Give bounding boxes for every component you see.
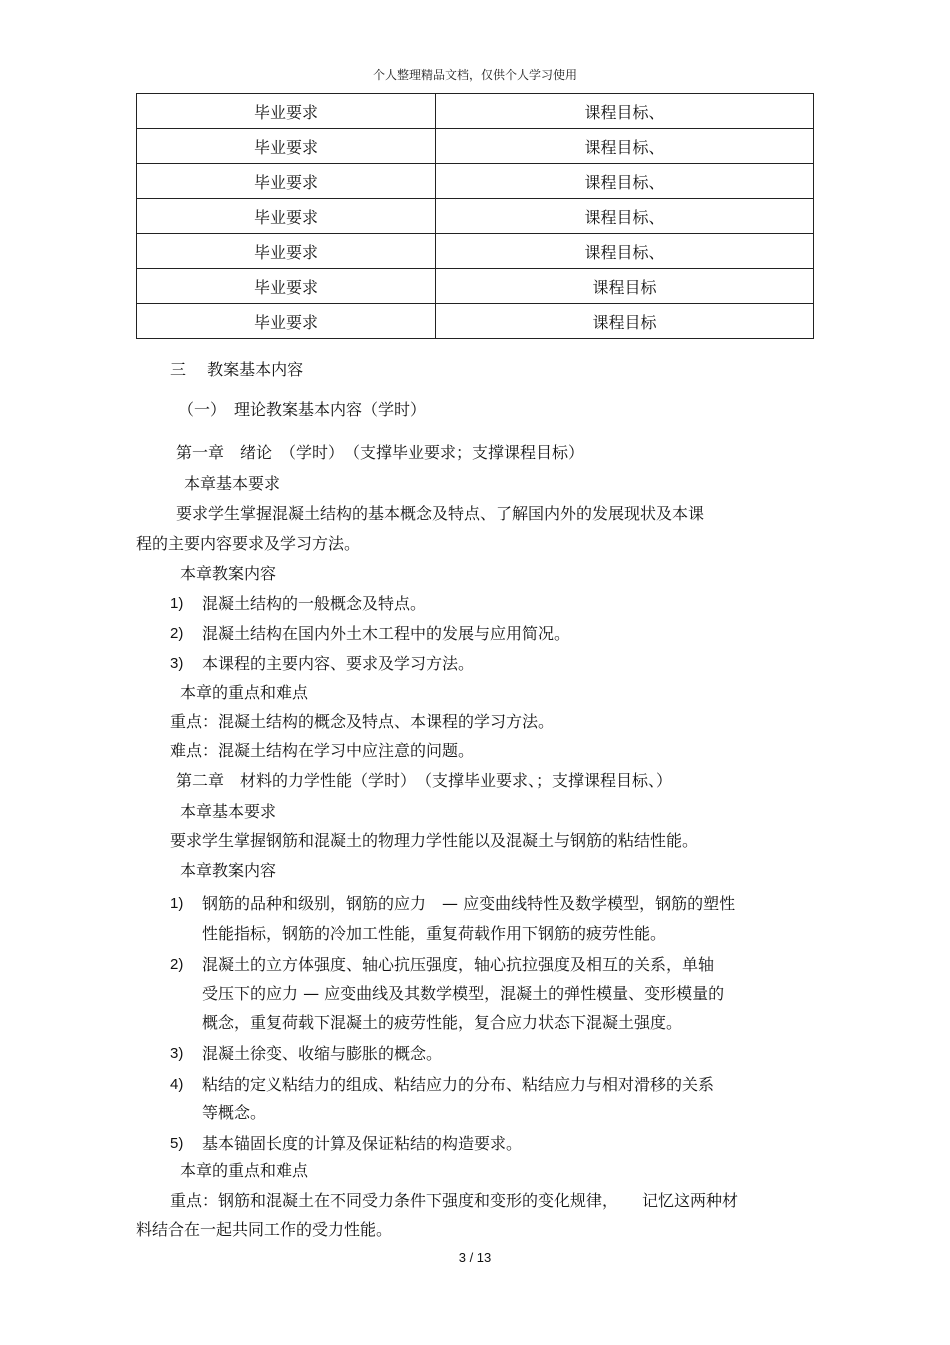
list-item: 混凝土的立方体强度、轴心抗压强度，轴心抗拉强度及相互的关系，单轴 xyxy=(202,955,715,974)
list-item: 混凝土徐变、收缩与膨胀的概念。 xyxy=(202,1044,443,1063)
table-row xyxy=(137,269,814,304)
list-number: 1) xyxy=(170,595,184,612)
table-cell-req: 毕业要求 xyxy=(137,304,436,339)
table-row xyxy=(137,164,814,199)
list-item: 基本锚固长度的计算及保证粘结的构造要求。 xyxy=(202,1134,523,1153)
list-item: 本课程的主要内容、要求及学习方法。 xyxy=(202,654,475,673)
list-number: 5) xyxy=(170,1135,184,1152)
list-number: 4) xyxy=(170,1076,184,1093)
table-cell-goal: 课程目标、 xyxy=(436,164,814,199)
table-cell-req: 毕业要求 xyxy=(137,129,436,164)
chapter-content-heading: 本章教案内容 xyxy=(180,861,277,880)
table-row xyxy=(137,199,814,234)
table-cell-req: 毕业要求 xyxy=(137,269,436,304)
chapter-req-text: 程的主要内容要求及学习方法。 xyxy=(136,534,361,553)
list-number: 2) xyxy=(170,625,184,642)
table-cell-req: 毕业要求 xyxy=(137,94,436,129)
list-number: 1) xyxy=(170,895,184,912)
chapter-key-heading: 本章的重点和难点 xyxy=(180,1161,309,1180)
list-item: 混凝土结构的一般概念及特点。 xyxy=(202,594,427,613)
table-cell-goal: 课程目标、 xyxy=(436,199,814,234)
table-cell-req: 毕业要求 xyxy=(137,199,436,234)
list-item-continued: 概念，重复荷载下混凝土的疲劳性能，复合应力状态下混凝土强度。 xyxy=(202,1013,683,1032)
requirements-table xyxy=(136,93,814,339)
table-row xyxy=(137,304,814,339)
section-heading: 三 教案基本内容 xyxy=(170,360,304,379)
chapter-key-heading: 本章的重点和难点 xyxy=(180,683,309,702)
chapter-content-heading: 本章教案内容 xyxy=(180,564,277,583)
table-cell-req: 毕业要求 xyxy=(137,164,436,199)
table-cell-goal: 课程目标、 xyxy=(436,94,814,129)
list-item-continued: 受压下的应力 — 应变曲线及其数学模型，混凝土的弹性模量、变形模量的 xyxy=(202,984,725,1003)
chapter-req-heading: 本章基本要求 xyxy=(180,802,277,821)
list-item: 粘结的定义粘结力的组成、粘结应力的分布、粘结应力与相对滑移的关系 xyxy=(202,1075,715,1094)
page-number: 3 / 13 xyxy=(458,1250,492,1265)
table-cell-goal: 课程目标、 xyxy=(436,234,814,269)
chapter-req-text: 要求学生掌握钢筋和混凝土的物理力学性能以及混凝土与钢筋的粘结性能。 xyxy=(170,831,699,850)
table-row xyxy=(137,94,814,129)
list-item-continued: 等概念。 xyxy=(202,1103,267,1122)
table-row xyxy=(137,129,814,164)
difficulty-point: 难点：混凝土结构在学习中应注意的问题。 xyxy=(170,741,475,760)
list-number: 3) xyxy=(170,1045,184,1062)
chapter-req-text: 要求学生掌握混凝土结构的基本概念及特点、了解国内外的发展现状及本课 xyxy=(176,504,705,523)
table-cell-req: 毕业要求 xyxy=(137,234,436,269)
page-header: 个人整理精品文档，仅供个人学习使用 xyxy=(372,68,577,82)
subsection-heading: （一） 理论教案基本内容（学时） xyxy=(178,400,427,419)
key-point: 重点：钢筋和混凝土在不同受力条件下强度和变形的变化规律， 记忆这两种材 xyxy=(170,1191,739,1210)
table-cell-goal: 课程目标 xyxy=(436,304,814,339)
chapter-title: 第一章 绪论 （学时） （支撑毕业要求；支撑课程目标） xyxy=(176,443,585,462)
table-cell-goal: 课程目标 xyxy=(436,269,814,304)
key-point-continued: 料结合在一起共同工作的受力性能。 xyxy=(136,1220,393,1239)
table-row xyxy=(137,234,814,269)
chapter-req-heading: 本章基本要求 xyxy=(184,474,281,493)
list-item-continued: 性能指标，钢筋的冷加工性能，重复荷载作用下钢筋的疲劳性能。 xyxy=(202,924,667,943)
list-number: 2) xyxy=(170,956,184,973)
list-item: 钢筋的品种和级别，钢筋的应力 — 应变曲线特性及数学模型，钢筋的塑性 xyxy=(202,894,736,913)
chapter-title: 第二章 材料的力学性能（学时） （支撑毕业要求、；支撑课程目标、） xyxy=(176,771,673,790)
list-item: 混凝土结构在国内外土木工程中的发展与应用简况。 xyxy=(202,624,571,643)
table-cell-goal: 课程目标、 xyxy=(436,129,814,164)
list-number: 3) xyxy=(170,655,184,672)
key-point: 重点：混凝土结构的概念及特点、本课程的学习方法。 xyxy=(170,712,555,731)
